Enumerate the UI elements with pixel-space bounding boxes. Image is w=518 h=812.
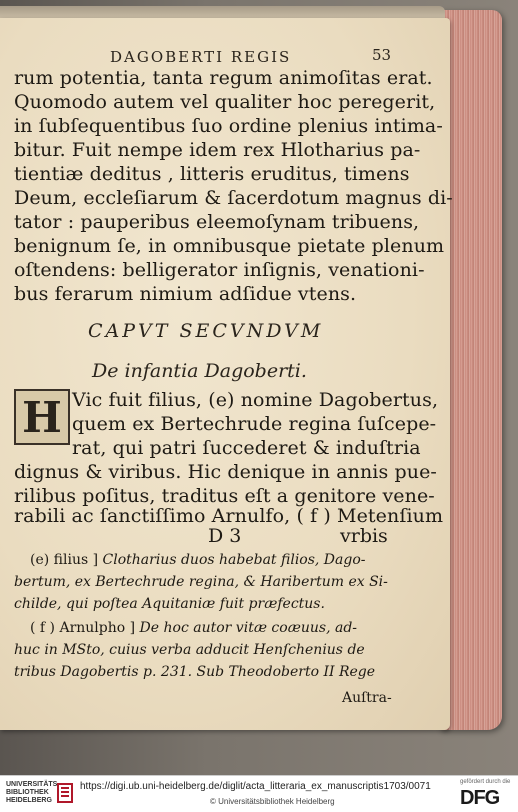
footnote-text: Clotharius duos habebat filios, Dago- (102, 552, 366, 568)
body-line: oſtendens: belligerator inſignis, venationi- (14, 259, 425, 281)
footnote-text: De hoc autor vitæ coæuus, ad- (139, 620, 358, 636)
viewer-footer (0, 775, 518, 812)
decorated-initial (14, 389, 70, 445)
initial-letter: H (22, 392, 62, 442)
body-line: bitur. Fuit nempe idem rex Hlotharius pa- (14, 139, 421, 161)
chapter-line: rabili ac ſanctiſſimo Arnulfo, ( f ) Metenſium (14, 505, 444, 527)
body-line: bus ferarum nimium adſidue vtens. (14, 283, 357, 305)
library-logo-icon (56, 782, 74, 804)
running-head: DAGOBERTI REGIS (110, 48, 292, 66)
page-number: 53 (372, 46, 392, 64)
footnote-marker: ( f ) Arnulpho ] (30, 620, 136, 636)
chapter-line: rat, qui patri ſuccederet & induſtria (72, 437, 421, 459)
body-line: tientiæ deditus , litteris eruditus, timens (14, 163, 410, 185)
body-line: Quomodo autem vel qualiter hoc peregerit, (14, 91, 436, 113)
footnote-line (30, 617, 357, 639)
chapter-line: quem ex Bertechrude regina ſuſcepe- (72, 413, 437, 435)
body-line: Deum, eccleſiarum & ſacerdotum magnus di- (14, 187, 453, 209)
footnote-text: bertum, ex Bertechrude regina, & Haribertum ex Si- (14, 574, 388, 590)
chapter-line: dignus & viribus. Hic denique in annis pue- (14, 461, 437, 483)
logo-line: UNIVERSITÄTS- (6, 781, 60, 788)
footnote-text: tribus Dagobertis p. 231. Sub Theodoberto II Rege (14, 664, 376, 680)
footnote-line (14, 593, 325, 615)
footnote-line (14, 571, 388, 593)
footnote-line (14, 639, 365, 661)
library-logo-text (6, 781, 60, 805)
funded-by-label: gefördert durch die (460, 779, 511, 785)
signature-mark: D 3 (208, 525, 242, 547)
footnote-text: huc in MSto, cuius verba adducit Henſchenius de (14, 642, 365, 658)
chapter-heading: CAPVT SECVNDVM (88, 320, 324, 342)
chapter-subtitle: De infantia Dagoberti. (92, 360, 307, 382)
chapter-line: Vic fuit filius, (e) nomine Dagobertus, (72, 389, 439, 411)
logo-line: BIBLIOTHEK (6, 789, 49, 796)
copyright-notice: © Universitätsbibliothek Heidelberg (210, 797, 335, 806)
footnote-line (14, 661, 375, 683)
chapter-line: rilibus poſitus, traditus eſt a genitore vene- (14, 485, 435, 507)
footnote-marker: (e) filius ] (30, 552, 99, 568)
last-word: vrbis (340, 525, 388, 547)
body-line: rum potentia, tanta regum animoſitas erat. (14, 67, 433, 89)
body-line: tator : pauperibus eleemoſynam tribuens, (14, 211, 420, 233)
body-line: in ſubſequentibus ſuo ordine plenius intima- (14, 115, 443, 137)
catchword: Auſtra- (342, 690, 392, 706)
permalink[interactable]: https://digi.ub.uni-heidelberg.de/diglit/acta_litteraria_ex_manuscriptis1703/0071 (80, 781, 431, 792)
footnote-line (30, 549, 366, 571)
footnote-text: childe, qui poſtea Aquitaniæ fuit præfectus. (14, 596, 325, 612)
logo-line: HEIDELBERG (6, 797, 52, 804)
dfg-logo: DFG (460, 787, 500, 809)
body-line: benignum ſe, in omnibusque pietate plenum (14, 235, 445, 257)
